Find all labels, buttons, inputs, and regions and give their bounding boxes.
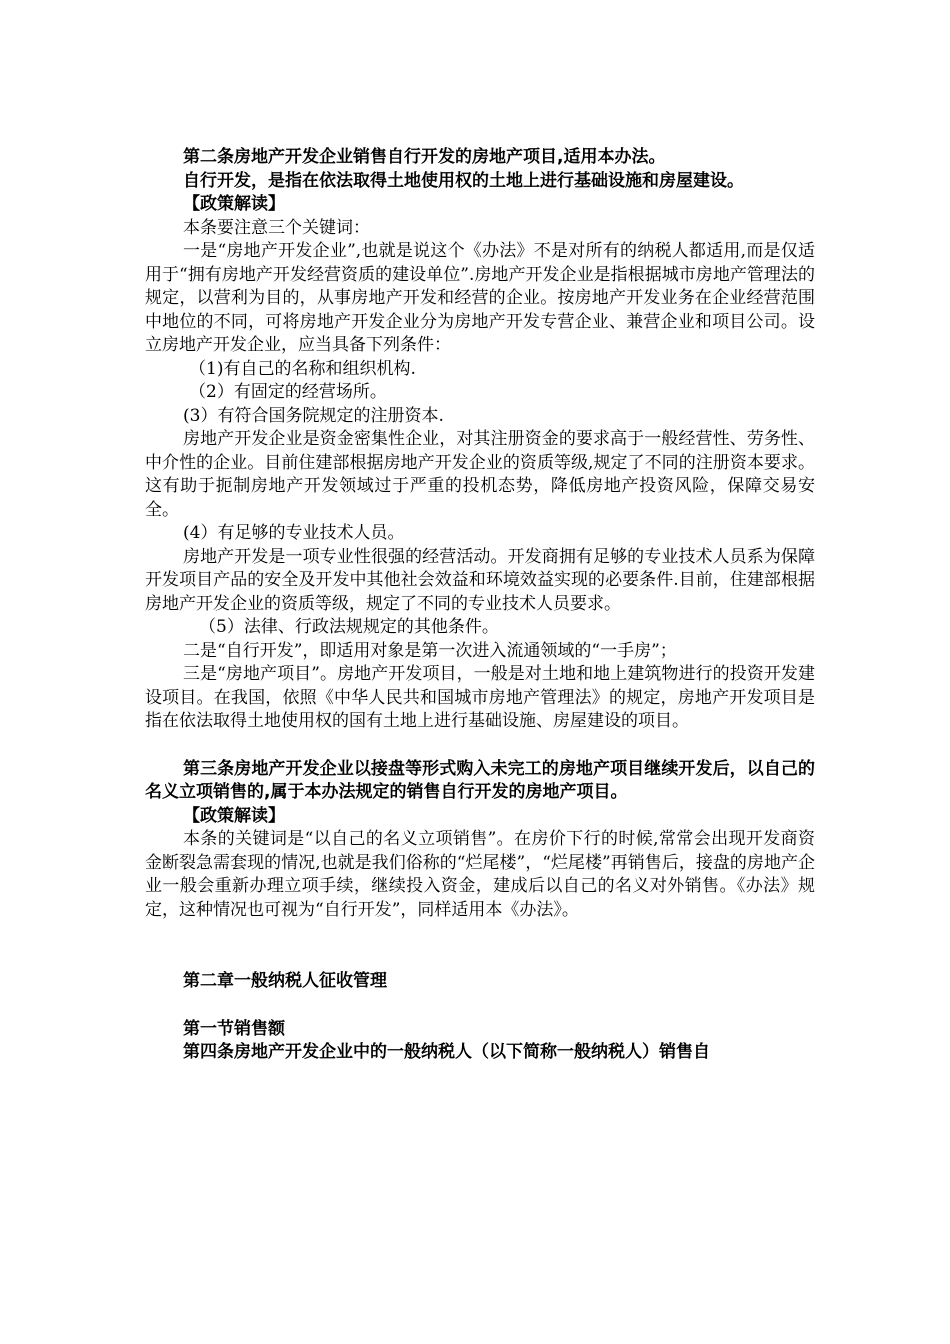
article-3-heading: 第三条房地产开发企业以接盘等形式购入未完工的房地产项目继续开发后，以自己的名义立项销售的,属于本办法规定的销售自行开发的房地产项目。 bbox=[145, 758, 815, 802]
document-body bbox=[145, 146, 815, 1065]
list-item: （5）法律、行政法规规定的其他条件。 bbox=[199, 617, 499, 637]
article-2-definition: 自行开发，是指在依法取得土地使用权的土地上进行基础设施和房屋建设。 bbox=[183, 170, 744, 191]
spacer bbox=[145, 922, 815, 970]
body-paragraph: 房地产开发企业是资金密集性企业，对其注册资金的要求高于一般经营性、劳务性、中介性的企业。目前住建部根据房地产开发企业的资质等级,规定了不同的注册资本要求。这有助于扼制房地产开发领域过于严重的投机态势，降低房地产投资风险，保障交易安全。 bbox=[145, 429, 815, 520]
list-item: (4）有足够的专业技术人员。 bbox=[183, 523, 405, 543]
spacer bbox=[145, 734, 815, 758]
body-paragraph: 房地产开发是一项专业性很强的经营活动。开发商拥有足够的专业技术人员系为保障开发项目产品的安全及开发中其他社会效益和环境效益实现的必要条件.目前，住建部根据房地产开发企业的资质等级，规定了不同的专业技术人员要求。 bbox=[145, 546, 815, 614]
list-item: （2）有固定的经营场所。 bbox=[189, 382, 387, 402]
article-4-heading: 第四条房地产开发企业中的一般纳税人（以下简称一般纳税人）销售自 bbox=[183, 1042, 710, 1062]
chapter-heading: 第二章一般纳税人征收管理 bbox=[183, 971, 387, 991]
policy-interpretation-label: 【政策解读】 bbox=[183, 805, 285, 826]
policy-interpretation-label: 【政策解读】 bbox=[183, 194, 285, 214]
body-paragraph: 本条的关键词是“以自己的名义立项销售”。在房价下行的时候,常常会出现开发商资金断裂急需套现的情况,也就是我们俗称的“烂尾楼”，“烂尾楼”再销售后，接盘的房地产企业一般会重新办理立项手续，继续投入资金，建成后以自己的名义对外销售。《办法》规定，这种情况也可视为“自行开发”，同样适用本《办法》。 bbox=[145, 829, 815, 920]
article-2-heading: 第二条房地产开发企业销售自行开发的房地产项目,适用本办法。 bbox=[183, 147, 666, 167]
body-paragraph: 本条要注意三个关键词： bbox=[183, 217, 370, 238]
body-paragraph: 三是“房地产项目”。房地产开发项目，一般是对土地和地上建筑物进行的投资开发建设项目。在我国，依照《中华人民共和国城市房地产管理法》的规定，房地产开发项目是指在依法取得土地使用权的国有土地上进行基础设施、房屋建设的项目。 bbox=[145, 664, 815, 731]
body-paragraph: 一是“房地产开发企业”,也就是说这个《办法》不是对所有的纳税人都适用,而是仅适用于“拥有房地产开发经营资质的建设单位”.房地产开发企业是指根据城市房地产管理法的规定，以营利为目的，从事房地产开发和经营的企业。按房地产开发业务在企业经营范围中地位的不同，可将房地产开发企业分为房地产开发专营企业、兼营企业和项目公司。设立房地产开发企业，应当具备下列条件： bbox=[145, 241, 815, 355]
list-item: （1)有自己的名称和组织机构. bbox=[189, 358, 416, 379]
spacer bbox=[145, 994, 815, 1018]
list-item: (3）有符合国务院规定的注册资本. bbox=[183, 405, 444, 426]
body-paragraph: 二是“自行开发”，即适用对象是第一次进入流通领域的“一手房”； bbox=[183, 640, 677, 661]
section-heading: 第一节销售额 bbox=[183, 1018, 285, 1039]
